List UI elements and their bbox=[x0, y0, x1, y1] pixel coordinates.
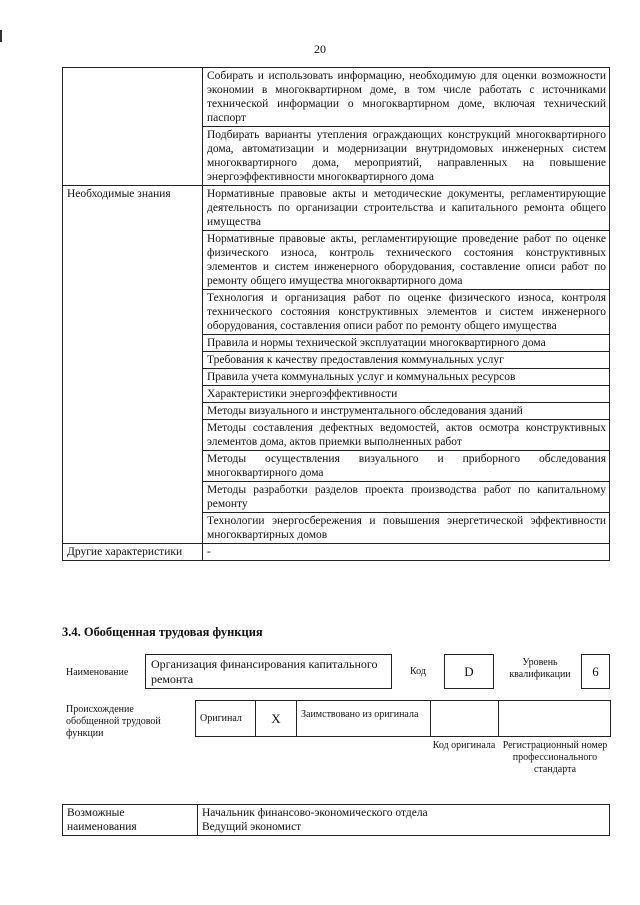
knowledge-row-value: Подбирать варианты утепления ограждающих конструкций многоквартирного дома, автоматизации и модернизации внутридомовых инженерных систем многоквартирного дома, мероприятий, направленных на повышение энергоэффективности многоквартирного дома bbox=[203, 127, 610, 186]
knowledge-row-value: Нормативные правовые акты и методические документы, регламентирующие деятельность по организации строительства и капитального ремонта общего имущества bbox=[203, 186, 610, 231]
knowledge-row-value: Методы визуального и инструментального обследования зданий bbox=[203, 403, 610, 420]
knowledge-row-label bbox=[63, 68, 203, 186]
code-label: Код bbox=[410, 666, 426, 677]
qualification-level-label: Уровень квалификации bbox=[509, 657, 571, 680]
knowledge-row bbox=[63, 544, 610, 561]
knowledge-row-value: Нормативные правовые акты, регламентирующие проведение работ по оценке физического износа, контроль технического состояния конструктивных элементов и систем инженерного оборудования, составление описи работ по ремонту общего имущества многоквартирного дома bbox=[203, 231, 610, 290]
function-name-box: Организация финансирования капитального ремонта bbox=[145, 654, 392, 689]
knowledge-row-value: - bbox=[203, 544, 610, 561]
origin-table bbox=[195, 700, 611, 737]
position-item: Начальник финансово-экономического отдела bbox=[202, 807, 428, 819]
code-box: D bbox=[444, 654, 494, 689]
code-original-cell bbox=[431, 701, 499, 737]
positions-values bbox=[198, 805, 610, 836]
reg-number-caption: Регистрационный номер профессионального стандарта bbox=[502, 740, 608, 775]
knowledge-row-label: Необходимые знания bbox=[63, 186, 203, 544]
knowledge-row bbox=[63, 68, 610, 127]
knowledge-table bbox=[62, 67, 610, 561]
knowledge-row-value: Методы составления дефектных ведомостей, актов осмотра конструктивных элементов дома, актов приемки выполненных работ bbox=[203, 420, 610, 451]
knowledge-row-value: Методы разработки разделов проекта производства работ по капитальному ремонту bbox=[203, 482, 610, 513]
original-label: Оригинал bbox=[196, 701, 256, 737]
section-heading: 3.4. Обобщенная трудовая функция bbox=[62, 625, 263, 639]
original-mark: X bbox=[256, 701, 297, 737]
qualification-level-box: 6 bbox=[581, 654, 610, 689]
name-label: Наименование bbox=[66, 667, 129, 678]
knowledge-row-value: Технологии энергосбережения и повышения энергетической эффективности многоквартирных домов bbox=[203, 513, 610, 544]
knowledge-row bbox=[63, 186, 610, 231]
positions-table bbox=[62, 804, 610, 836]
knowledge-row-value: Правила учета коммунальных услуг и коммунальных ресурсов bbox=[203, 369, 610, 386]
knowledge-row-value: Методы осуществления визуального и приборного обследования многоквартирного дома bbox=[203, 451, 610, 482]
origin-label: Происхождение обобщенной трудовой функции bbox=[66, 704, 161, 739]
reg-number-cell bbox=[499, 701, 611, 737]
borrowed-label: Заимствовано из оригинала bbox=[297, 701, 431, 737]
knowledge-row-value: Правила и нормы технической эксплуатации многоквартирного дома bbox=[203, 335, 610, 352]
position-item: Ведущий экономист bbox=[202, 821, 302, 833]
page-edge-mark bbox=[0, 30, 2, 42]
knowledge-row-value: Технология и организация работ по оценке физического износа, контроля технического состояния конструктивных элементов и систем инженерного оборудования, составления описи работ по ремонту общего имущества bbox=[203, 290, 610, 335]
knowledge-row-label: Другие характеристики bbox=[63, 544, 203, 561]
knowledge-row-value: Требования к качеству предоставления коммунальных услуг bbox=[203, 352, 610, 369]
knowledge-row-value: Характеристики энергоэффективности bbox=[203, 386, 610, 403]
knowledge-table-body bbox=[63, 68, 610, 561]
knowledge-row-value: Собирать и использовать информацию, необходимую для оценки возможности экономии в многоквартирном доме, в том числе работать с источниками технической информации о многоквартирном доме, включая технический паспорт bbox=[203, 68, 610, 127]
code-original-caption: Код оригинала bbox=[432, 740, 496, 751]
page-number: 20 bbox=[314, 42, 326, 56]
positions-label: Возможные наименования bbox=[63, 805, 198, 836]
